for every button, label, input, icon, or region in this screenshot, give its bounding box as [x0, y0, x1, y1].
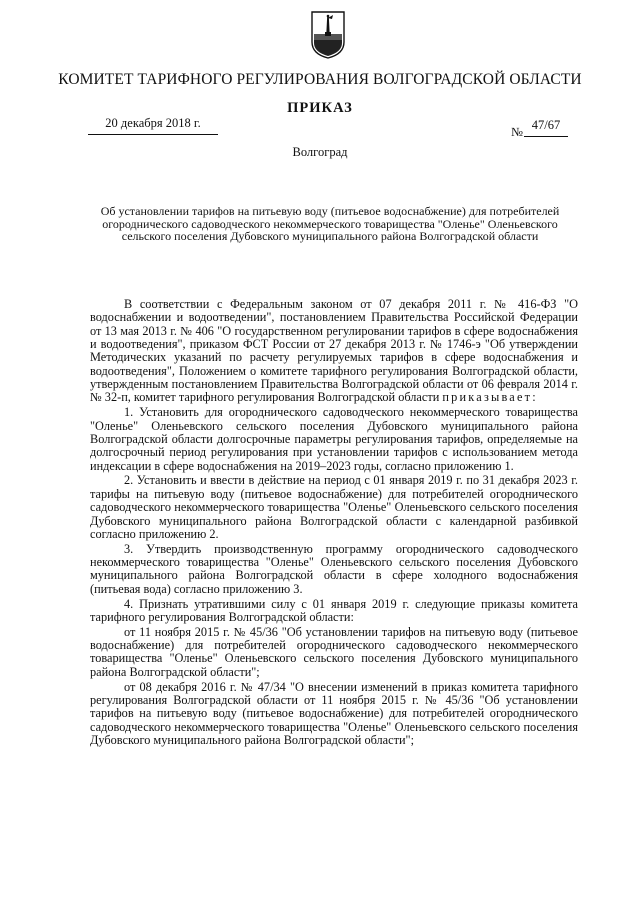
paragraph-3: 3. Утвердить производственную программу огороднического садоводческого некоммерческого товарищества "Оленье" Оленьевского сельского поселения Дубовского муниципального района Волгоградской области в сфере холодного водоснабжения (питьевая вода) согласно приложению 3. — [90, 541, 578, 596]
paragraph-2: 2. Установить и ввести в действие на период с 01 января 2019 г. по 31 декабря 2023 г. тарифы на питьевую воду (питьевое водоснабжение) для потребителей огороднического садоводческого некоммерческого товарищества "Оленье" Оленьевского сельского поселения Дубовского муниципального района Волгоградской области с календарной разбивкой согласно приложению 2. — [90, 473, 578, 541]
city: Волгоград — [292, 145, 348, 159]
number-sign: № — [511, 125, 523, 139]
date-underline — [88, 134, 218, 135]
number-underline — [524, 136, 568, 137]
order-number: 47/67 — [531, 118, 561, 132]
paragraph-4a: от 11 ноября 2015 г. № 45/36 "Об установлении тарифов на питьевую воду (питьевое водоснабжение) для потребителей огороднического садоводческого некоммерческого товарищества "Оленье" Оленьевского сельского поселения Дубовского муниципального района Волгоградской области"; — [90, 624, 578, 679]
document-type: ПРИКАЗ — [287, 100, 353, 116]
intro-text: В соответствии с Федеральным законом от 07 декабря 2011 г. № 416-ФЗ "О водоснабжении и водоотведении", постановлением Правительства Российской Федерации от 13 мая 2013 г. № 406 "О государственном регулировании тарифов в сфере водоснабжения и водоотведения", приказом ФСТ России от 27 декабря 2013 г. № 1746-э "Об утверждении Методических указаний по расчету регулируемых тарифов в сфере водоснабжения и водоотведения", Положением о комитете тарифного регулирования Волгоградской области, утвержденным постановлением Правительства Волгоградской области от 06 февраля 2014 г. № 32-п, комитет тарифного регулирования Волгоградской области — [90, 297, 578, 405]
committee-name: КОМИТЕТ ТАРИФНОГО РЕГУЛИРОВАНИЯ ВОЛГОГРАДСКОЙ ОБЛАСТИ — [58, 71, 582, 88]
decree-word: приказывает: — [442, 390, 538, 405]
paragraph-4: 4. Признать утратившими силу с 01 января 2019 г. следующие приказы комитета тарифного регулирования Волгоградской области: — [90, 596, 578, 624]
paragraph-4b: от 08 декабря 2016 г. № 47/34 "О внесении изменений в приказ комитета тарифного регулирования Волгоградской области от 11 ноября 2015 г. № 45/36 "Об установлении тарифов на питьевую воду (питьевое водоснабжение) для потребителей огороднического садоводческого некоммерческого товарищества "Оленье" Оленьевского сельского поселения Дубовского муниципального района Волгоградской области"; — [90, 679, 578, 747]
intro-paragraph — [90, 298, 578, 405]
order-subject: Об установлении тарифов на питьевую воду (питьевое водоснабжение) для потребителей огороднического садоводческого некоммерческого товарищества "Оленье" Оленьевского сельского поселения Дубовского муниципального района Волгоградской области — [100, 204, 560, 244]
volgograd-coat-of-arms-icon — [310, 10, 346, 60]
paragraph-1: 1. Установить для огороднического садоводческого некоммерческого товарищества "Оленье" Оленьевского сельского поселения Дубовского муниципального района Волгоградской области долгосрочные параметры регулирования тарифов, определяемые на долгосрочный период регулирования при установлении тарифов с использованием метода индексации в сфере водоснабжения на 2019–2023 годы, согласно приложению 1. — [90, 405, 578, 473]
order-date: 20 декабря 2018 г. — [105, 116, 201, 130]
order-body — [90, 298, 578, 747]
